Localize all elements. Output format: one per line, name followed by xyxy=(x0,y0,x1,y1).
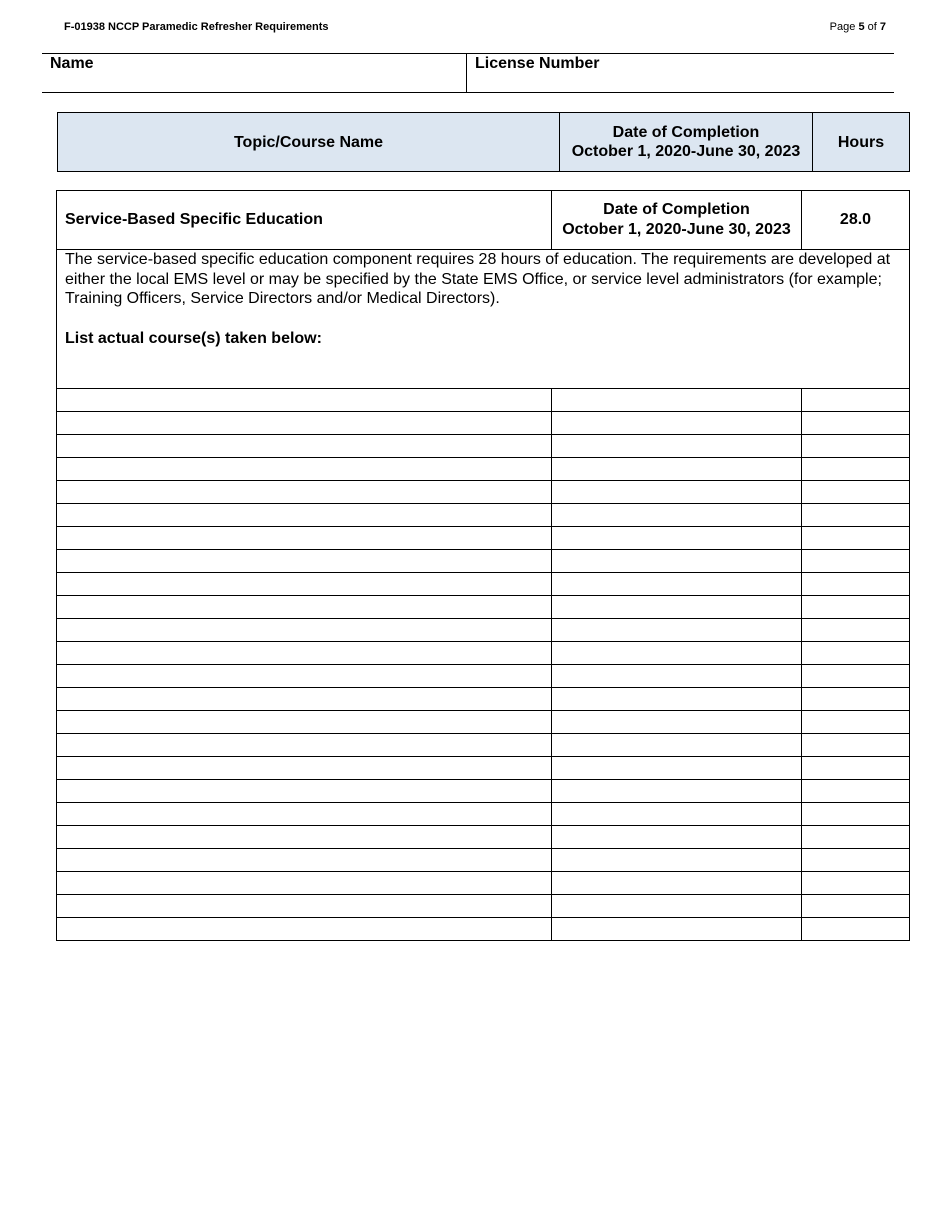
course-name-cell[interactable] xyxy=(57,550,552,573)
course-name-cell[interactable] xyxy=(57,711,552,734)
completion-date-cell[interactable] xyxy=(552,550,802,573)
course-entry-row xyxy=(57,803,910,826)
course-name-cell[interactable] xyxy=(57,435,552,458)
course-name-cell[interactable] xyxy=(57,527,552,550)
hours-cell[interactable] xyxy=(802,803,910,826)
hours-cell[interactable] xyxy=(802,619,910,642)
hours-cell[interactable] xyxy=(802,826,910,849)
course-name-cell[interactable] xyxy=(57,918,552,941)
hours-cell[interactable] xyxy=(802,412,910,435)
course-name-cell[interactable] xyxy=(57,872,552,895)
course-name-cell[interactable] xyxy=(57,412,552,435)
course-entry-row xyxy=(57,504,910,527)
course-entry-row xyxy=(57,849,910,872)
page-header xyxy=(64,21,886,37)
section-date-range: Date of Completion October 1, 2020-June 30, 2023 xyxy=(552,191,802,250)
course-entry-row xyxy=(57,481,910,504)
course-entry-row xyxy=(57,895,910,918)
completion-date-cell[interactable] xyxy=(552,711,802,734)
completion-date-cell[interactable] xyxy=(552,435,802,458)
course-name-cell[interactable] xyxy=(57,573,552,596)
course-entry-row xyxy=(57,458,910,481)
hours-cell[interactable] xyxy=(802,573,910,596)
hours-cell[interactable] xyxy=(802,504,910,527)
course-entry-row xyxy=(57,918,910,941)
course-name-cell[interactable] xyxy=(57,826,552,849)
hours-cell[interactable] xyxy=(802,757,910,780)
section-title-row xyxy=(57,191,910,250)
section-hours: 28.0 xyxy=(802,191,910,250)
hours-cell[interactable] xyxy=(802,389,910,412)
hours-column-header: Hours xyxy=(813,113,910,172)
completion-date-cell[interactable] xyxy=(552,803,802,826)
license-number-field[interactable] xyxy=(467,54,894,92)
completion-date-cell[interactable] xyxy=(552,573,802,596)
license-number-label: License Number xyxy=(475,55,600,72)
hours-cell[interactable] xyxy=(802,458,910,481)
hours-cell[interactable] xyxy=(802,527,910,550)
course-name-cell[interactable] xyxy=(57,895,552,918)
completion-date-cell[interactable] xyxy=(552,458,802,481)
hours-cell[interactable] xyxy=(802,780,910,803)
course-name-cell[interactable] xyxy=(57,734,552,757)
identity-bar xyxy=(42,53,894,93)
hours-cell[interactable] xyxy=(802,872,910,895)
service-based-section-table xyxy=(56,190,910,941)
hours-cell[interactable] xyxy=(802,665,910,688)
course-name-cell[interactable] xyxy=(57,619,552,642)
form-title: F-01938 NCCP Paramedic Refresher Requirements xyxy=(64,21,329,33)
hours-cell[interactable] xyxy=(802,711,910,734)
completion-date-cell[interactable] xyxy=(552,389,802,412)
course-name-cell[interactable] xyxy=(57,803,552,826)
topic-column-header: Topic/Course Name xyxy=(58,113,560,172)
completion-date-cell[interactable] xyxy=(552,780,802,803)
course-entry-row xyxy=(57,412,910,435)
completion-date-cell[interactable] xyxy=(552,872,802,895)
completion-date-cell[interactable] xyxy=(552,504,802,527)
section-description xyxy=(57,250,910,389)
completion-date-cell[interactable] xyxy=(552,596,802,619)
course-name-cell[interactable] xyxy=(57,458,552,481)
course-name-cell[interactable] xyxy=(57,596,552,619)
course-entry-row xyxy=(57,688,910,711)
completion-date-cell[interactable] xyxy=(552,642,802,665)
hours-cell[interactable] xyxy=(802,596,910,619)
column-header-table xyxy=(57,112,910,172)
course-entry-row xyxy=(57,665,910,688)
course-entry-row xyxy=(57,435,910,458)
course-name-cell[interactable] xyxy=(57,688,552,711)
course-entry-row xyxy=(57,711,910,734)
completion-date-cell[interactable] xyxy=(552,688,802,711)
section-title: Service-Based Specific Education xyxy=(57,191,552,250)
course-name-cell[interactable] xyxy=(57,389,552,412)
completion-date-cell[interactable] xyxy=(552,619,802,642)
completion-date-cell[interactable] xyxy=(552,849,802,872)
course-entry-row xyxy=(57,573,910,596)
course-entry-row xyxy=(57,527,910,550)
hours-cell[interactable] xyxy=(802,688,910,711)
course-entry-row xyxy=(57,389,910,412)
hours-cell[interactable] xyxy=(802,435,910,458)
course-entry-row xyxy=(57,780,910,803)
course-entry-row xyxy=(57,826,910,849)
hours-cell[interactable] xyxy=(802,481,910,504)
course-entry-row xyxy=(57,619,910,642)
hours-cell[interactable] xyxy=(802,895,910,918)
completion-date-cell[interactable] xyxy=(552,527,802,550)
completion-date-cell[interactable] xyxy=(552,665,802,688)
completion-date-cell[interactable] xyxy=(552,895,802,918)
hours-cell[interactable] xyxy=(802,734,910,757)
completion-date-cell[interactable] xyxy=(552,412,802,435)
course-name-cell[interactable] xyxy=(57,780,552,803)
course-name-cell[interactable] xyxy=(57,849,552,872)
completion-date-cell[interactable] xyxy=(552,757,802,780)
course-name-cell[interactable] xyxy=(57,665,552,688)
name-label: Name xyxy=(50,55,94,72)
hours-cell[interactable] xyxy=(802,642,910,665)
course-entry-row xyxy=(57,596,910,619)
course-entry-row xyxy=(57,734,910,757)
course-entry-row xyxy=(57,550,910,573)
completion-date-cell[interactable] xyxy=(552,481,802,504)
course-name-cell[interactable] xyxy=(57,504,552,527)
page-of: of xyxy=(867,21,877,33)
list-courses-label: List actual course(s) taken below: xyxy=(65,329,322,347)
completion-date-cell[interactable] xyxy=(552,918,802,941)
description-text: The service-based specific education component requires 28 hours of education. The requirements are developed at either the local EMS level or may be specified by the State EMS Office, or service level administrators (for example; Training Officers, Service Directors and/or Medical Directors). xyxy=(65,251,891,307)
course-name-cell[interactable] xyxy=(57,481,552,504)
page-indicator xyxy=(830,21,886,33)
course-name-cell[interactable] xyxy=(57,642,552,665)
course-entry-row xyxy=(57,872,910,895)
hours-cell[interactable] xyxy=(802,550,910,573)
date-column-header: Date of Completion October 1, 2020-June 30, 2023 xyxy=(560,113,813,172)
page-current: 5 xyxy=(858,21,865,33)
page-prefix: Page xyxy=(829,21,856,33)
hours-cell[interactable] xyxy=(802,918,910,941)
completion-date-cell[interactable] xyxy=(552,826,802,849)
course-entry-row xyxy=(57,642,910,665)
completion-date-cell[interactable] xyxy=(552,734,802,757)
course-entry-row xyxy=(57,757,910,780)
name-field[interactable] xyxy=(42,54,467,92)
page-total: 7 xyxy=(879,21,886,33)
hours-cell[interactable] xyxy=(802,849,910,872)
section-description-row xyxy=(57,250,910,389)
course-name-cell[interactable] xyxy=(57,757,552,780)
